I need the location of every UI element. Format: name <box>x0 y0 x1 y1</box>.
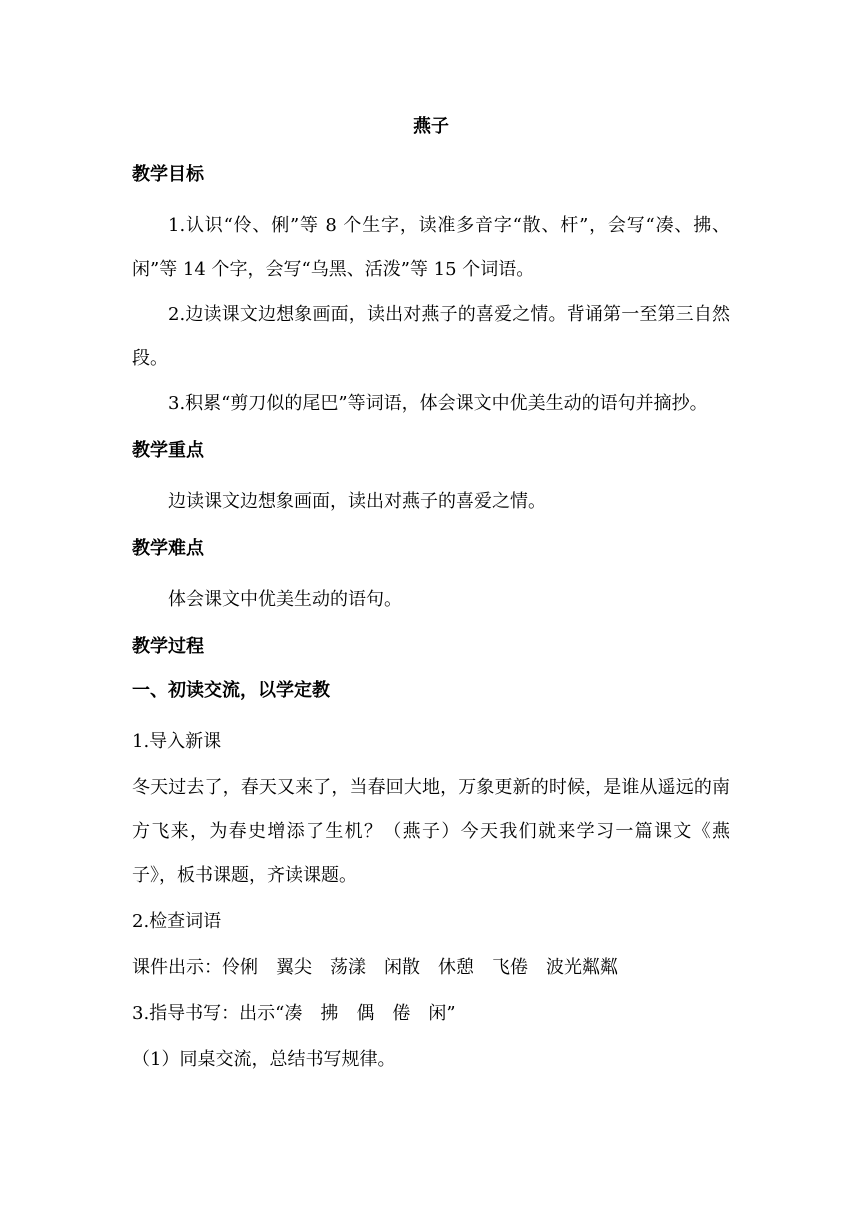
difficult-points-text: 体会课文中优美生动的语句。 <box>168 589 402 610</box>
key-points-text: 边读课文边想象画面，读出对燕子的喜爱之情。 <box>168 491 546 512</box>
step-one-item-3-sub-1: （1）同桌交流，总结书写规律。 <box>132 1049 396 1070</box>
key-points-heading: 教学重点 <box>132 440 204 461</box>
objective-item-3: 3.积累“剪刀似的尾巴”等词语，体会课文中优美生动的语句并摘抄。 <box>168 393 708 414</box>
document-title: 燕子 <box>413 116 449 137</box>
process-heading: 教学过程 <box>132 636 204 657</box>
objective-item-2: 2.边读课文边想象画面，读出对燕子的喜爱之情。背诵第一至第三自然段。 <box>132 304 730 369</box>
objectives-heading: 教学目标 <box>132 164 204 185</box>
document-content <box>132 112 730 1082</box>
objective-item-1: 1.认识“伶、俐”等 8 个生字，读准多音字“散、杆”，会写“凑、拂、闲”等 14 个字，会写“乌黑、活泼”等 15 个词语。 <box>132 215 730 280</box>
step-one-item-1-text: 冬天过去了，春天又来了，当春回大地，万象更新的时候，是谁从遥远的南方飞来，为春史增添了生机？（燕子）今天我们就来学习一篇课文《燕子》，板书课题，齐读课题。 <box>132 777 730 886</box>
difficult-points-heading: 教学难点 <box>132 538 204 559</box>
step-one-item-2-title: 2.检查词语 <box>132 911 222 932</box>
step-one-heading: 一、初读交流，以学定教 <box>132 680 330 701</box>
step-one-item-2-text: 课件出示：伶俐 翼尖 荡漾 闲散 休憩 飞倦 波光粼粼 <box>132 957 618 978</box>
step-one-item-3-title: 3.指导书写：出示“凑 拂 偶 倦 闲” <box>132 1003 456 1024</box>
step-one-item-1-title: 1.导入新课 <box>132 731 222 752</box>
